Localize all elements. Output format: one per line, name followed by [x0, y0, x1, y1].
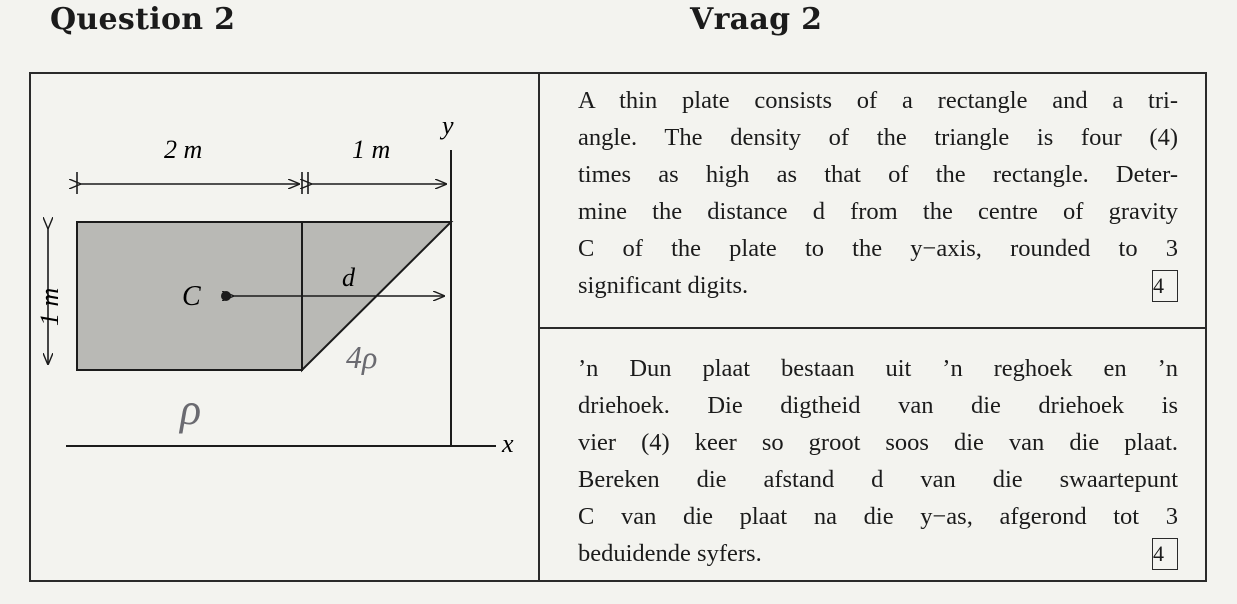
handwritten-triangle-density: 4ρ: [346, 339, 378, 375]
plate-diagram: [30, 74, 536, 580]
text-line: beduidende syfers.: [578, 540, 762, 567]
height-label: 1 m: [35, 287, 64, 326]
question-heading-english: Question 2: [50, 2, 236, 37]
text-line: Bereken die afstand d van die swaartepunt: [578, 466, 1178, 493]
width-label: 2 m: [164, 135, 203, 164]
text-line-last: [578, 535, 1178, 572]
centroid-label: C: [182, 281, 201, 312]
text-line: driehoek. Die digtheid van die driehoek is: [578, 392, 1178, 419]
text-line-last: [578, 267, 1178, 304]
marks-box: 4: [1152, 538, 1178, 570]
text-line: A thin plate consists of a rectangle and a tri-: [578, 87, 1178, 114]
marks-box: 4: [1152, 270, 1178, 302]
text-line: C of the plate to the y−axis, rounded to 3: [578, 235, 1178, 262]
handwritten-rect-density: ρ: [180, 385, 202, 434]
x-axis-label: x: [502, 429, 514, 458]
text-line: vier (4) keer so groot soos die van die plaat.: [578, 429, 1178, 456]
text-line: angle. The density of the triangle is four (4): [578, 124, 1178, 151]
text-line: times as high as that of the rectangle. Deter-: [578, 161, 1178, 188]
question-text-afrikaans: [578, 350, 1178, 572]
horizontal-divider: [538, 327, 1207, 329]
centroid-point: [221, 291, 231, 301]
text-line: ’n Dun plaat bestaan uit ’n reghoek en ’n: [578, 355, 1178, 382]
distance-label: d: [342, 263, 355, 292]
text-line: mine the distance d from the centre of gravity: [578, 198, 1178, 225]
text-line: significant digits.: [578, 272, 749, 299]
question-text-english: [578, 82, 1178, 304]
triangle-width-label: 1 m: [352, 135, 391, 164]
y-axis-label: y: [442, 111, 454, 140]
question-heading-afrikaans: Vraag 2: [690, 2, 823, 37]
text-line: C van die plaat na die y−as, afgerond tot 3: [578, 503, 1178, 530]
